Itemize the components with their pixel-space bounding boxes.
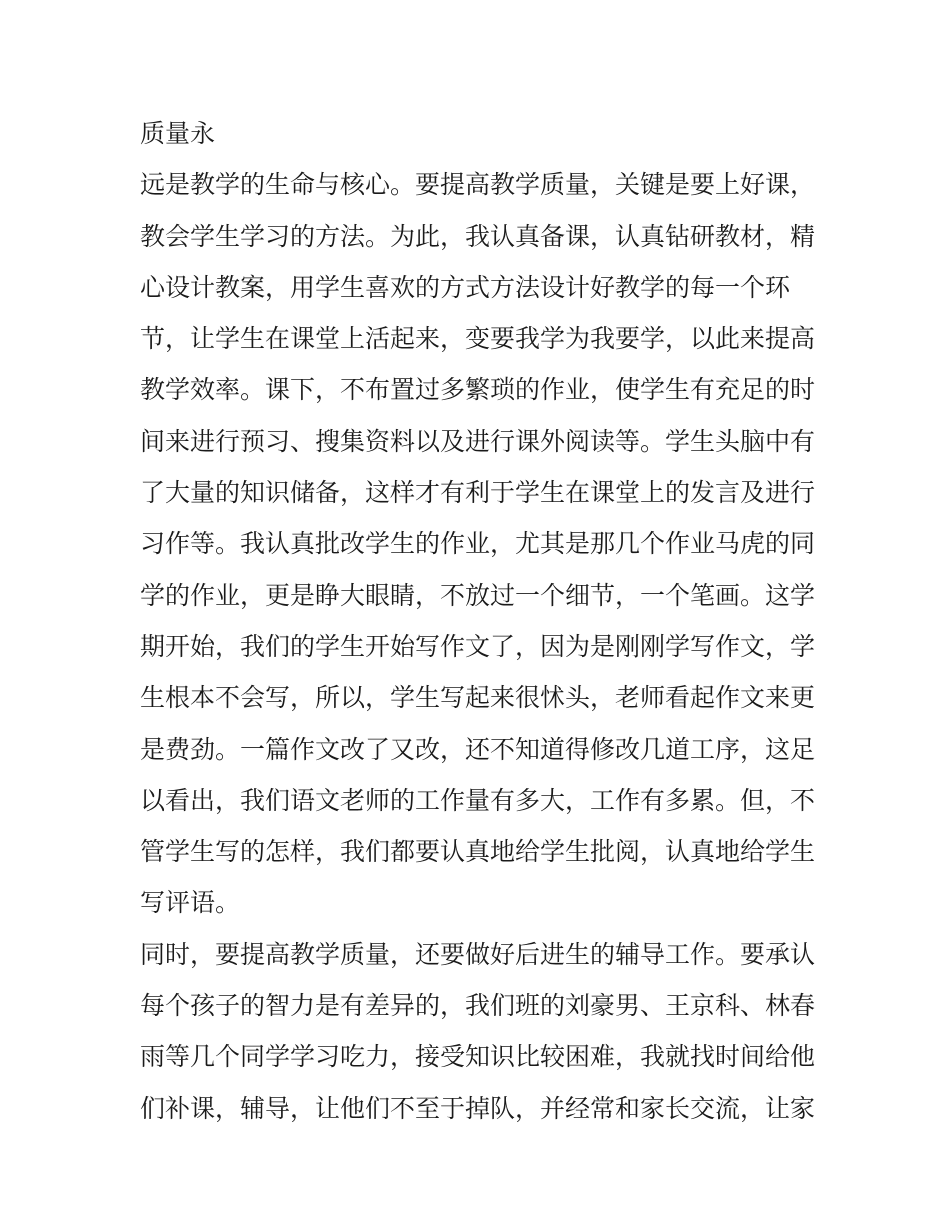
text-line: 了大量的知识储备，这样才有利于学生在课堂上的发言及进行 — [140, 478, 816, 508]
text-line: 每个孩子的智力是有差异的，我们班的刘豪男、王京科、林春 — [140, 991, 816, 1021]
text-line: 是费劲。一篇作文改了又改，还不知道得修改几道工序，这足 — [140, 734, 816, 764]
text-line: 生根本不会写，所以，学生写起来很怵头，老师看起作文来更 — [140, 683, 816, 713]
text-line: 质量永 — [140, 119, 216, 148]
text-line: 写评语。 — [140, 888, 241, 918]
text-line: 教学效率。课下，不布置过多繁琐的作业，使学生有充足的时 — [140, 375, 816, 405]
text-line: 习作等。我认真批改学生的作业，尤其是那几个作业马虎的同 — [140, 529, 816, 559]
text-line: 雨等几个同学学习吃力，接受知识比较困难，我就找时间给他 — [140, 1042, 816, 1072]
text-line: 远是教学的生命与核心。要提高教学质量，关键是要上好课， — [140, 170, 816, 200]
text-line: 间来进行预习、搜集资料以及进行课外阅读等。学生头脑中有 — [140, 426, 816, 456]
text-line: 同时，要提高教学质量，还要做好后进生的辅导工作。要承认 — [140, 939, 816, 969]
body-text — [140, 108, 820, 1134]
text-line: 们补课，辅导，让他们不至于掉队，并经常和家长交流，让家 — [140, 1093, 816, 1123]
text-line: 以看出，我们语文老师的工作量有多大，工作有多累。但，不 — [140, 785, 816, 815]
text-line: 节，让学生在课堂上活起来，变要我学为我要学，以此来提高 — [140, 324, 816, 354]
text-line: 学的作业，更是睁大眼睛，不放过一个细节，一个笔画。这学 — [140, 580, 816, 610]
text-line: 心设计教案，用学生喜欢的方式方法设计好教学的每一个环 — [140, 272, 791, 302]
text-line: 教会学生学习的方法。为此，我认真备课，认真钻研教材，精 — [140, 221, 816, 251]
text-line: 期开始，我们的学生开始写作文了，因为是刚刚学写作文，学 — [140, 631, 816, 661]
text-line: 管学生写的怎样，我们都要认真地给学生批阅，认真地给学生 — [140, 837, 816, 867]
